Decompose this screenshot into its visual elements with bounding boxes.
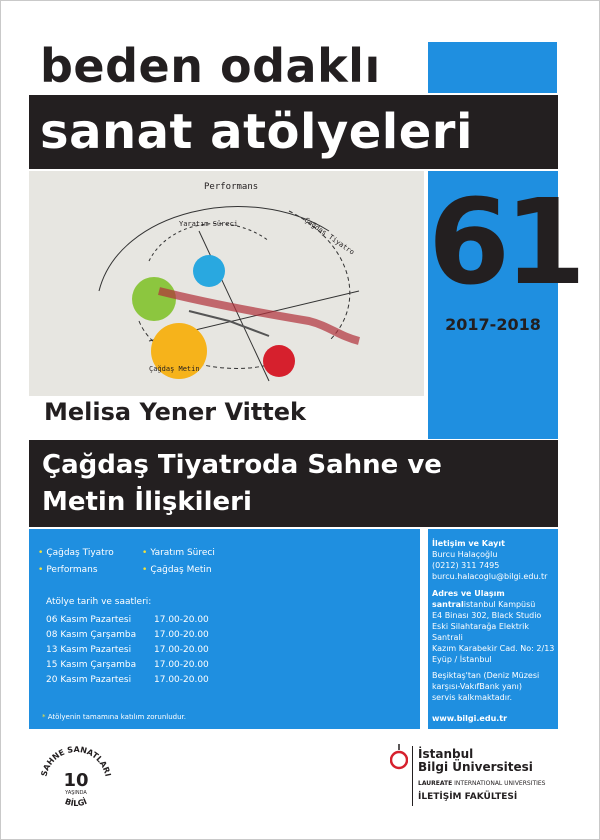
contact-title: İletişim ve Kayıt <box>432 539 505 548</box>
address-block <box>432 588 557 665</box>
bilgi-apple-icon <box>390 742 408 772</box>
academic-years: 2017-2018 <box>445 315 541 334</box>
circle-blue <box>193 255 225 287</box>
university-name: İstanbul Bilgi Üniversitesi <box>418 747 533 774</box>
address-line: Kazım Karabekir Cad. No: 2/13 <box>432 644 555 653</box>
transport-line: servis kalkmaktadır. <box>432 693 513 702</box>
title-line-2: sanat atölyeleri <box>40 104 473 160</box>
topic-item: • Çağdaş Tiyatro <box>38 548 114 558</box>
bullet-icon: • <box>38 565 44 575</box>
website-link[interactable]: www.bilgi.edu.tr <box>432 714 508 723</box>
transport-block <box>432 670 557 703</box>
address-campus: santralistanbul Kampüsü <box>432 600 536 609</box>
workshop-number: 61 <box>428 173 581 311</box>
topic-item: • Çağdaş Metin <box>142 565 212 575</box>
transport-line: Beşiktaş'tan (Deniz Müzesi <box>432 671 540 680</box>
table-row: 13 Kasım Pazartesi 17.00-20.00 <box>46 644 209 655</box>
asterisk-icon: * <box>42 713 48 721</box>
circle-red <box>263 345 295 377</box>
subtitle-line-2: Metin İlişkileri <box>42 487 252 517</box>
bullet-icon: • <box>38 548 44 558</box>
contact-email[interactable]: burcu.halacoglu@bilgi.edu.tr <box>432 572 548 581</box>
label-metin: Çağdaş Metin <box>149 365 200 373</box>
bullet-icon: • <box>142 565 148 575</box>
address-line: E4 Binası 302, Black Studio <box>432 611 542 620</box>
schedule-title: Atölye tarih ve saatleri: <box>46 597 152 607</box>
laureate-text: LAUREATE INTERNATIONAL UNIVERSITIES <box>418 780 546 787</box>
table-row: 08 Kasım Çarşamba 17.00-20.00 <box>46 629 209 640</box>
table-row: 06 Kasım Pazartesi 17.00-20.00 <box>46 614 209 625</box>
author-name: Melisa Yener Vittek <box>44 398 307 426</box>
address-line: Eski Silahtarağa Elektrik Santrali <box>432 622 529 642</box>
sahne-sanatlari-logo <box>36 740 116 820</box>
contact-phone[interactable]: (0212) 311 7495 <box>432 561 500 570</box>
logo-divider <box>412 746 413 806</box>
contact-name: Burcu Halaçoğlu <box>432 550 498 559</box>
label-tiyatro: Çağdaş Tiyatro <box>302 216 356 257</box>
label-yaratim: Yaratım Süreci <box>179 220 239 228</box>
topic-item: • Yaratım Süreci <box>142 548 215 558</box>
topic-item: • Performans <box>38 565 98 575</box>
attendance-note: * Atölyenin tamamına katılım zorunludur. <box>42 713 186 721</box>
badge-logo-icon <box>36 740 116 820</box>
logo-sub: YAŞINDA <box>65 790 87 796</box>
subtitle <box>42 447 542 521</box>
label-performans: Performans <box>204 182 259 192</box>
diagram-illustration <box>29 171 424 396</box>
bilgi-logo-mark <box>390 742 408 776</box>
address-title: Adres ve Ulaşım <box>432 589 505 598</box>
svg-text:BİLGİ <box>64 796 89 808</box>
schedule-table <box>46 612 209 687</box>
blue-accent-square <box>428 42 557 93</box>
logo-top-text: SAHNE SANATLARI <box>39 744 113 778</box>
illustration <box>29 171 424 396</box>
address-line: Eyüp / İstanbul <box>432 655 492 664</box>
transport-line: karşısı-VakıfBank yanı) <box>432 682 522 691</box>
faculty-name: İLETİŞİM FAKÜLTESİ <box>418 792 518 802</box>
logo-number: 10 <box>63 770 89 791</box>
bullet-icon: • <box>142 548 148 558</box>
title-line-1: beden odaklı <box>40 39 381 93</box>
table-row: 15 Kasım Çarşamba 17.00-20.00 <box>46 659 209 670</box>
table-row: 20 Kasım Pazartesi 17.00-20.00 <box>46 674 209 685</box>
logo-bottom-text: BİLGİ <box>63 796 89 809</box>
subtitle-line-1: Çağdaş Tiyatroda Sahne ve <box>42 450 442 480</box>
circle-green <box>132 277 176 321</box>
contact-block <box>432 538 557 582</box>
